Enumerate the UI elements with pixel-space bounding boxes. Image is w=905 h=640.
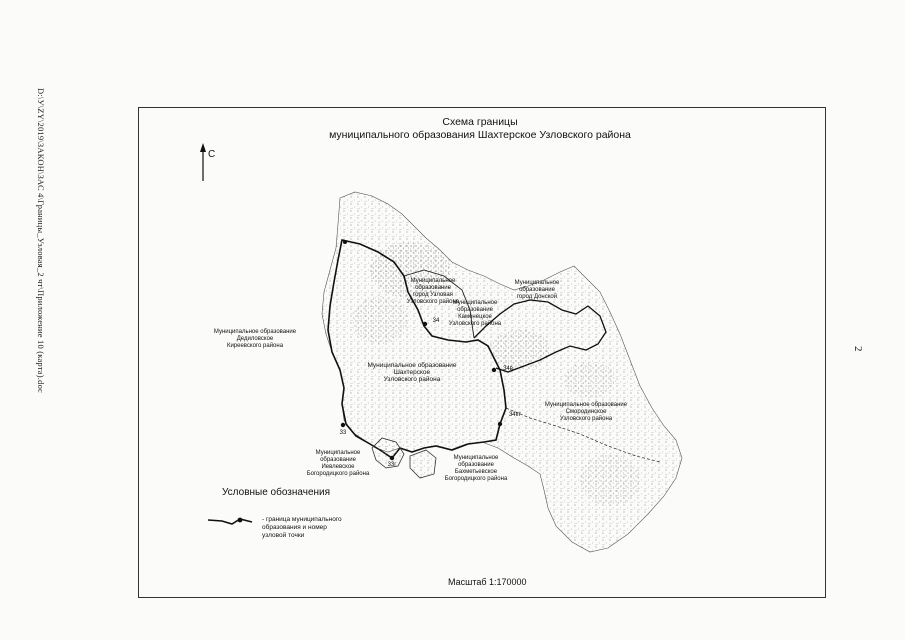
label-ivankovskoe: Муниципальное образование Иевлевское Богородицкого района — [306, 450, 370, 477]
map-scale: Масштаб 1:170000 — [448, 577, 527, 587]
label-smorodinskoe: Муниципальное образование Смородинское Узловского района — [544, 402, 628, 422]
point-marker-33 — [341, 423, 345, 427]
point-label-34: 34 — [432, 318, 440, 324]
file-path-note: D:\У\ZY\2019\ЗАКОН\ЗАС 4\Границы_Узловая_2 чт\Приложение 10 (карта).doc — [36, 88, 46, 393]
point-marker-34 — [423, 322, 427, 326]
label-shakhterskoe: Муниципальное образование Шахтерское Узловского района — [367, 362, 457, 383]
point-label-33g: 33г — [387, 462, 397, 468]
label-donskoy: Муниципальное образование город Донской — [514, 280, 560, 300]
label-uzlovaya: Муниципальное образование город Узловая Узловского района — [406, 278, 460, 305]
title-line-2: муниципального образования Шахтерское Узловского района — [329, 129, 631, 141]
title-line-1: Схема границы — [442, 116, 518, 128]
label-kamenetskoe: Муниципальное образование Каменецкое Узловского района — [448, 300, 502, 327]
north-label: С — [208, 149, 216, 160]
page-number: 2 — [852, 346, 864, 352]
point-marker-34v — [492, 368, 496, 372]
legend-description: - граница муниципального образования и номер узловой точки — [262, 516, 342, 539]
point-label-34v: 34в — [503, 366, 513, 372]
point-label-34t: 34кт — [508, 412, 522, 418]
label-bahmetevskoe: Муниципальное образование Бахметьевское Богородицкого района — [444, 455, 508, 482]
north-arrow-icon — [200, 143, 206, 181]
point-marker-34t — [498, 422, 502, 426]
point-marker-33g — [390, 456, 394, 460]
legend-title: Условные обозначения — [222, 487, 331, 498]
point-marker-north — [343, 240, 347, 244]
label-dedilovskoe: Муниципальное образование Дедиловское Киреевского района — [213, 329, 297, 349]
legend-boundary-sample-icon — [208, 518, 252, 524]
point-label-33: 33 — [339, 430, 347, 436]
